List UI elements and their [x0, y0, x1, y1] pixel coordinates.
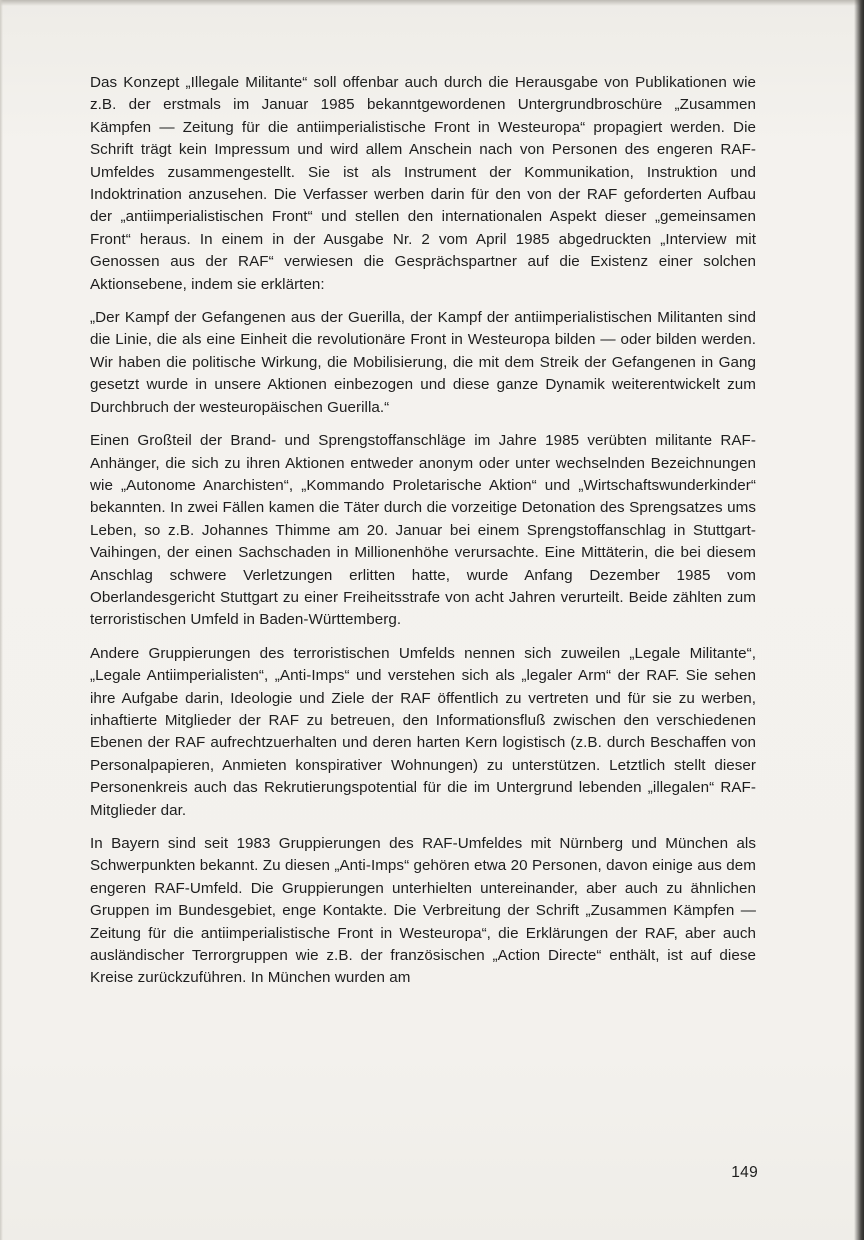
scan-shadow-top — [0, 0, 864, 6]
paragraph-bayern: In Bayern sind seit 1983 Gruppierungen des RAF-Umfeldes mit Nürnberg und München als Schwerpunkten bekannt. Zu diesen „Anti-Imps“ gehören etwa 20 Personen, davon einige aus dem engeren RAF-Umfeld. Die Gruppierungen unterhielten untereinander, aber auch zu ähnlichen Gruppen im Bundesgebiet, enge Kontakte. Die Verbreitung der Schrift „Zusammen Kämpfen — Zeitung für die antiimperialistische Front in Westeuropa“, die Erklärungen der RAF, aber auch ausländischer Terrorgruppen wie z.B. der französischen „Action Directe“ enthält, ist auf diese Kreise zurückzuführen. In München wurden am — [90, 835, 756, 987]
page-number: 149 — [731, 1164, 758, 1181]
paragraph-gruppierungen: Andere Gruppierungen des terroristischen Umfelds nennen sich zuweilen „Legale Militante“, „Legale Antiimperialisten“, „Anti-Imps“ und verstehen sich als „legaler Arm“ der RAF. Sie sehen ihre Aufgabe darin, Ideologie und Ziele der RAF öffentlich zu vertreten und für sie zu werben, inhaftierte Mitglieder der RAF zu betreuen, den Informationsfluß zwischen den verschiedenen Ebenen der RAF aufrechtzuerhalten und deren harten Kern logistisch (z.B. durch Beschaffen von Personalpapieren, Anmieten konspirativer Wohnungen) zu unterstützen. Letztlich stellt dieser Personenkreis auch das Rekrutierungspotential für die im Untergrund lebenden „illegalen“ RAF-Mitglieder dar. — [90, 644, 756, 819]
scan-book-edge — [854, 0, 864, 1240]
paragraph-anschlaege: Einen Großteil der Brand- und Sprengstoffanschläge im Jahre 1985 verübten militante RAF-Anhänger, die sich zu ihren Aktionen entweder anonym oder unter wechselnden Bezeichnungen wie „Autonome Anarchisten“, „Kommando Proletarische Aktion“ und „Wirtschaftswunderkinder“ bekannten. In zwei Fällen kamen die Täter durch die vorzeitige Detonation des Sprengsatzes ums Leben, so z.B. Johannes Thimme am 20. Januar bei einem Sprengstoffanschlag in Stuttgart-Vaihingen, der einen Sachschaden in Millionenhöhe verursachte. Eine Mittäterin, die bei diesem Anschlag schwere Verletzungen erlitten hatte, wurde Anfang Dezember 1985 vom Oberlandesgericht Stuttgart zu einer Freiheitsstrafe von acht Jahren verurteilt. Beide zählten zum terroristischen Umfeld in Baden-Württemberg. — [90, 432, 756, 629]
paragraph-konzept: Das Konzept „Illegale Militante“ soll offenbar auch durch die Herausgabe von Publikationen wie z.B. der erstmals im Januar 1985 bekanntgewordenen Untergrundbroschüre „Zusammen Kämpfen — Zeitung für die antiimperialistische Front in Westeuropa“ propagiert werden. Die Schrift trägt kein Impressum und wird allem Anschein nach von Personen des engeren RAF-Umfeldes zusammengestellt. Sie ist als Instrument der Kommunikation, Instruktion und Indoktrination anzusehen. Die Verfasser werben darin für den von der RAF geforderten Aufbau der „antiimperialistischen Front“ und stellen den internationalen Aspekt dieser „gemeinsamen Front“ heraus. In einem in der Ausgabe Nr. 2 vom April 1985 abgedruckten „Interview mit Genossen aus der RAF“ verwiesen die Gesprächspartner auf die Existenz einer solchen Aktionsebene, indem sie erklärten: — [90, 74, 756, 293]
quote-interview: „Der Kampf der Gefangenen aus der Guerilla, der Kampf der antiimperialistischen Militanten sind die Linie, die als eine Einheit die revolutionäre Front in Westeuropa bilden — oder bilden werden. Wir haben die politische Wirkung, die Mobilisierung, die mit dem Streik der Gefangenen in Gang gesetzt wurde in unsere Aktionen einbezogen und diese ganze Dynamik weiterentwickelt zum Durchbruch der westeuropäischen Guerilla.“ — [90, 309, 756, 416]
body-text — [90, 72, 756, 990]
scan-shadow-left — [0, 0, 3, 1240]
